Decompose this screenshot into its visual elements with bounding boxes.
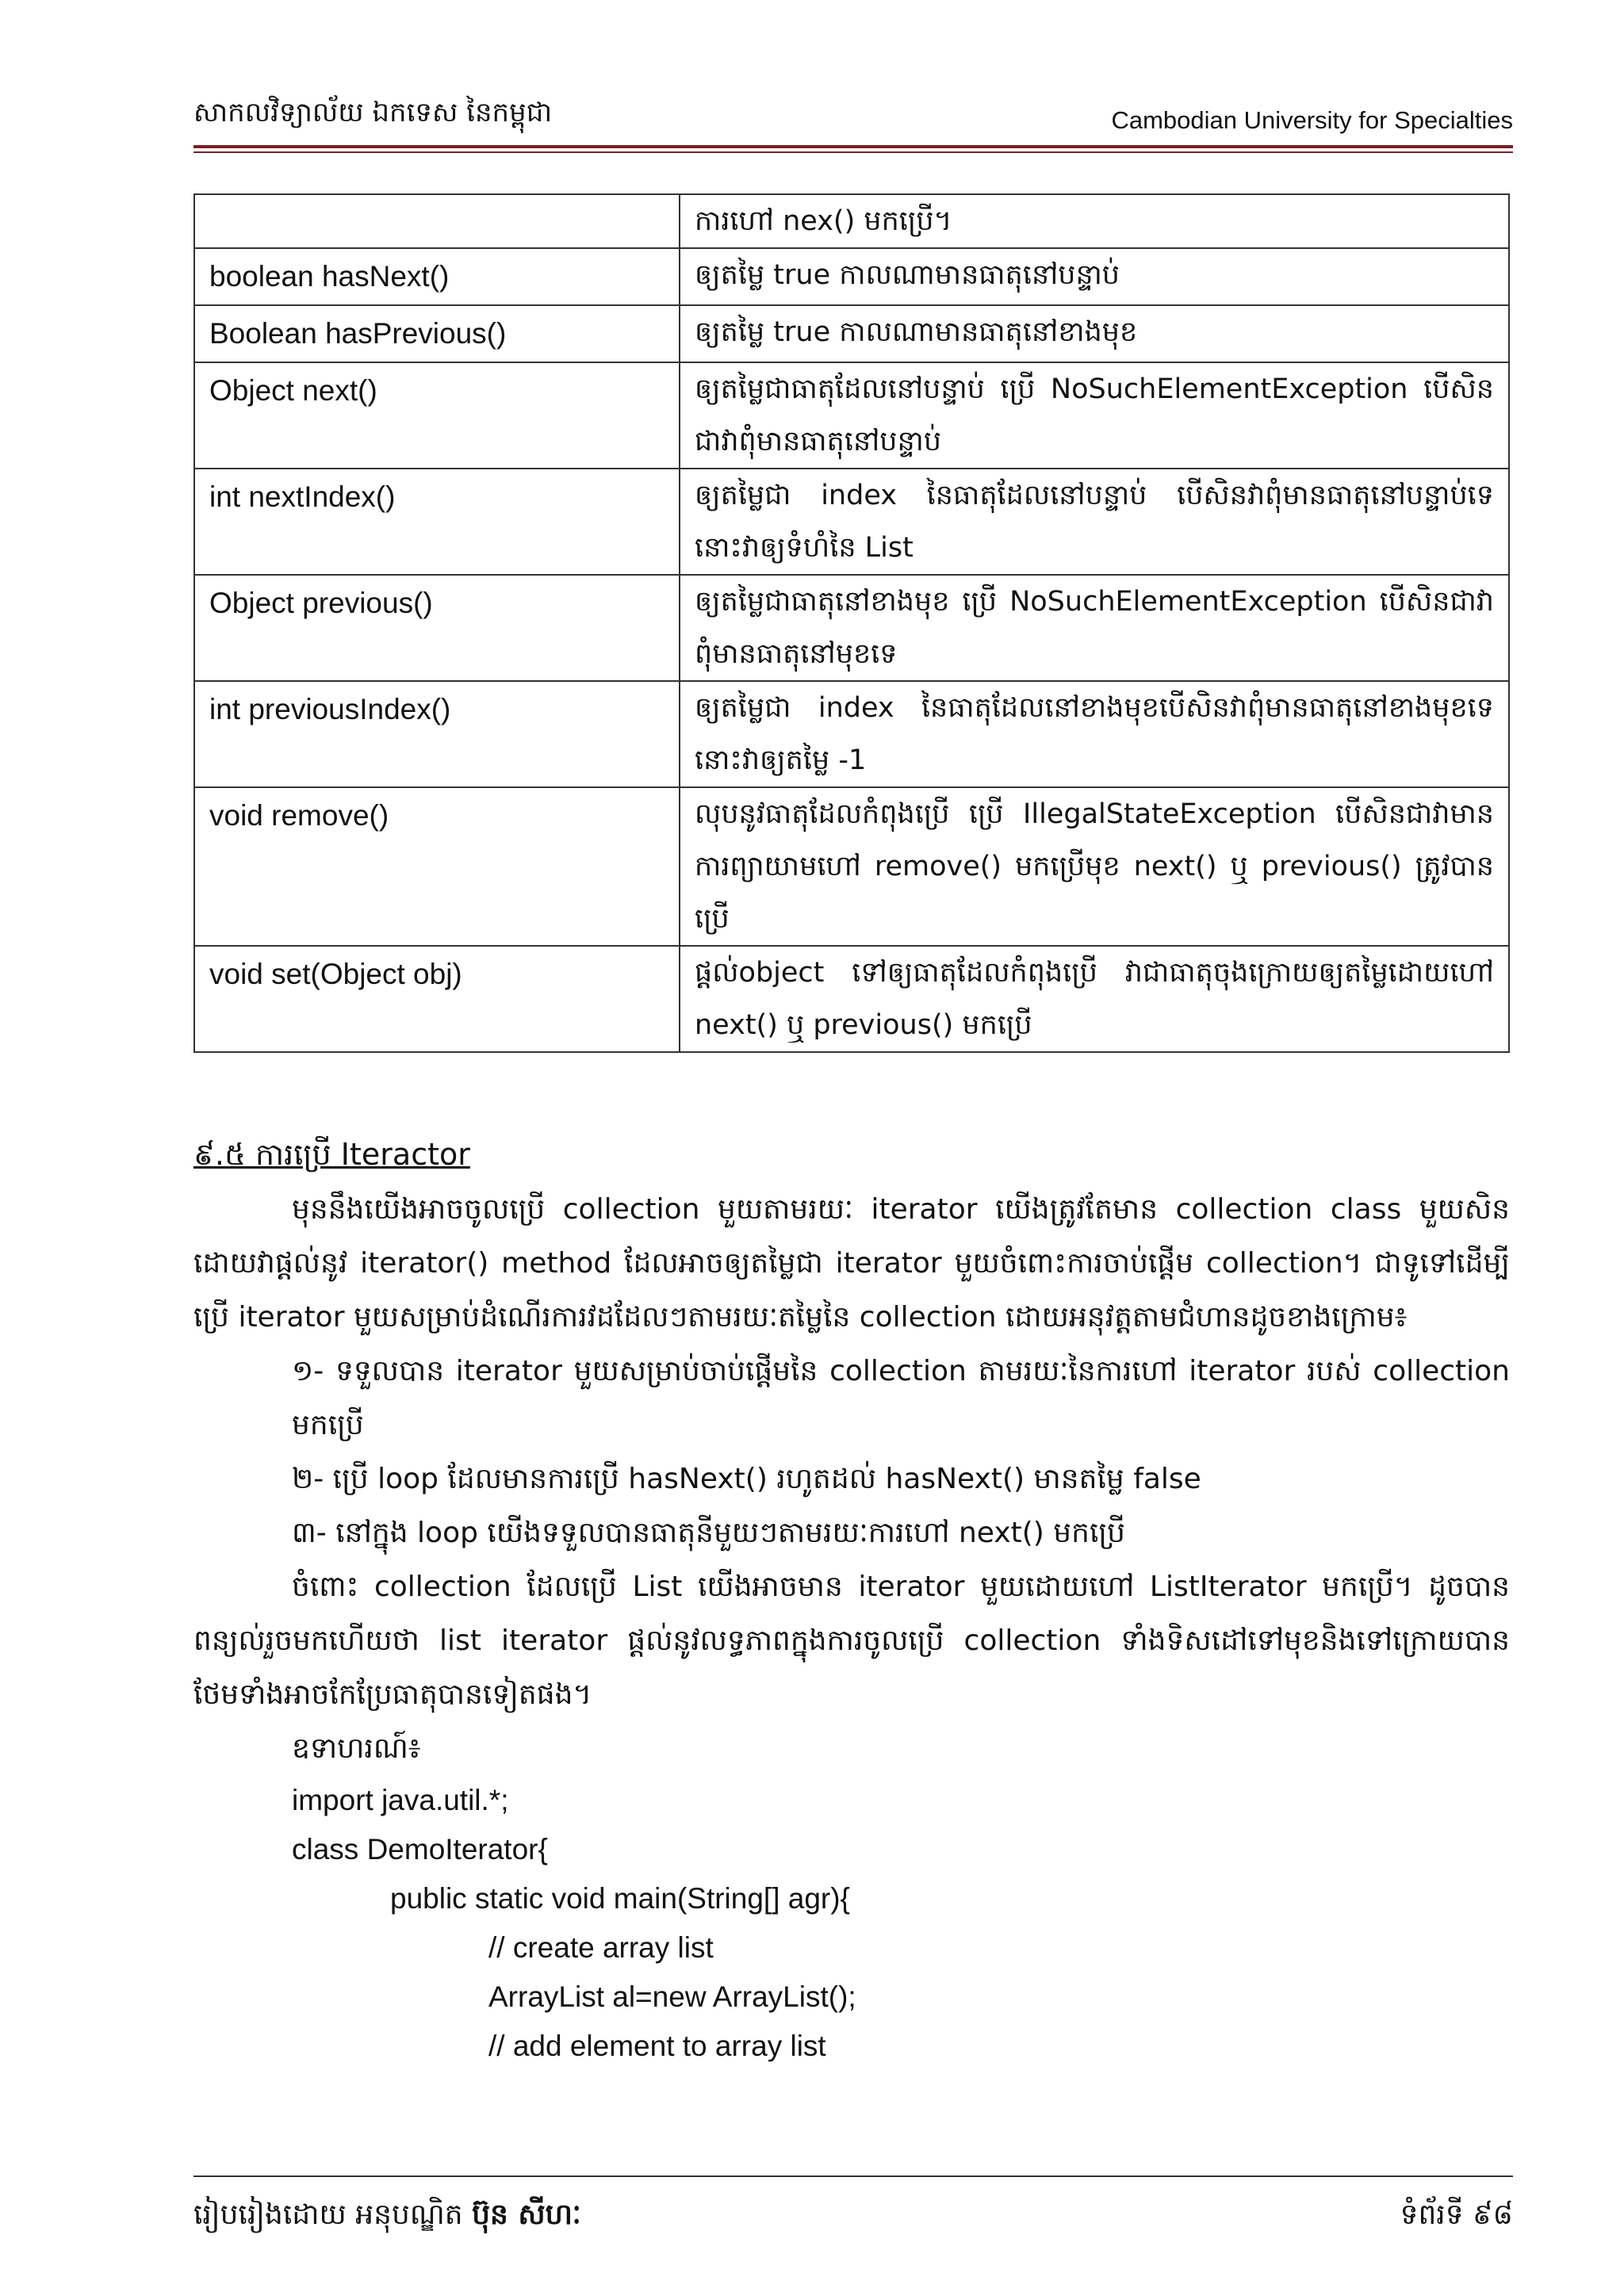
method-cell: int nextIndex() xyxy=(194,469,680,575)
table-row xyxy=(194,575,1509,681)
table-row xyxy=(194,194,1509,248)
description-cell: ឲ្យតម្លៃជា index នៃធាតុដែលនៅខាងមុខបើសិនវាពុំមានធាតុនៅខាងមុខទេនោះវាឲ្យតម្លៃ -1 xyxy=(680,681,1509,787)
method-cell: Object next() xyxy=(194,362,680,469)
table-row xyxy=(194,946,1509,1052)
code-line: // add element to array list xyxy=(488,2030,826,2062)
example-label: ឧទាហរណ៍៖ xyxy=(292,1732,421,1765)
description-cell: ផ្តល់object ទៅឲ្យធាតុដែលកំពុងប្រើ វាជាធាតុចុងក្រោយឲ្យតម្លៃដោយហៅ next() ឬ previous() មកប្រើ xyxy=(680,946,1509,1052)
code-line: // create array list xyxy=(488,1931,714,1964)
table-row xyxy=(194,787,1509,946)
code-line: public static void main(String[] agr){ xyxy=(390,1882,850,1915)
section-number: ៩.៥ xyxy=(193,1137,246,1172)
section-title: ការប្រើ Iteractor xyxy=(255,1137,470,1172)
method-cell: void remove() xyxy=(194,787,680,946)
code-line: class DemoIterator{ xyxy=(292,1833,548,1866)
description-cell: ឲ្យតម្លៃជាធាតុដែលនៅបន្ទាប់ ប្រើ NoSuchElementException បើសិនជាវាពុំមានធាតុនៅបន្ទាប់ xyxy=(680,362,1509,469)
table-row xyxy=(194,362,1509,469)
page-header xyxy=(193,92,1513,141)
table-row xyxy=(194,248,1509,305)
intro-paragraph: មុននឹងយើងអាចចូលប្រើ collection មួយតាមរយៈ iterator យើងត្រូវតែមាន collection class មួយសិន ដោយវាផ្តល់នូវ iterator() method ដែលអាចឲ្យតម្លៃជា iterator មួយចំពោះការចាប់ផ្តើម collection។ ជាទូទៅដើម្បីប្រើ iterator មួយសម្រាប់ដំណើរការវដដែលៗតាមរយៈតម្លៃនៃ collection ដោយអនុវត្តតាមជំហានដូចខាងក្រោម៖ xyxy=(193,1193,1510,1334)
header-university-khmer: សាកលវិទ្យាល័យ ឯកទេស នៃកម្ពុជា xyxy=(193,97,553,128)
header-rule xyxy=(193,145,1513,148)
description-cell: ឲ្យតម្លៃ true កាលណាមានធាតុនៅបន្ទាប់ xyxy=(680,248,1509,305)
section-heading xyxy=(193,1126,1510,1183)
description-cell: ឲ្យតម្លៃជាធាតុនៅខាងមុខ ប្រើ NoSuchElementException បើសិនជាវាពុំមានធាតុនៅមុខទេ xyxy=(680,575,1509,681)
header-university-english: Cambodian University for Specialties xyxy=(1111,106,1513,134)
method-cell: void set(Object obj) xyxy=(194,946,680,1052)
table-row xyxy=(194,681,1509,787)
description-cell: លុបនូវធាតុដែលកំពុងប្រើ ប្រើ IllegalStateException បើសិនជាវាមានការព្យាយាមហៅ remove() មកប្រើមុខ next() ឬ previous() ត្រូវបានប្រើ xyxy=(680,787,1509,946)
methods-table xyxy=(193,193,1510,1053)
header-rule-thin xyxy=(193,151,1513,153)
table-row xyxy=(194,305,1509,362)
table-row xyxy=(194,469,1509,575)
description-cell: ឲ្យតម្លៃ true កាលណាមានធាតុនៅខាងមុខ xyxy=(680,305,1509,362)
page-number: ទំព័រទី ៩៨ xyxy=(1400,2198,1513,2231)
footer-author xyxy=(193,2196,581,2238)
list-iterator-paragraph: ចំពោះ collection ដែលប្រើ List យើងអាចមាន iterator មួយដោយហៅ ListIterator មកប្រើ។ ដូចបានពន្យល់រួចមកហើយថា list iterator ផ្តល់នូវលទ្ធភាពក្នុងការចូលប្រើ collection ទាំងទិសដៅទៅមុខនិងទៅក្រោយបាន ថែមទាំងអាចកែប្រែធាតុបានទៀតផង។ xyxy=(193,1571,1510,1711)
description-cell: ឲ្យតម្លៃជា index នៃធាតុដែលនៅបន្ទាប់ បើសិនវាពុំមានធាតុនៅបន្ទាប់ទេ នោះវាឲ្យទំហំនៃ List xyxy=(680,469,1509,575)
method-cell: Boolean hasPrevious() xyxy=(194,305,680,362)
code-line: import java.util.*; xyxy=(292,1784,509,1816)
method-cell: boolean hasNext() xyxy=(194,248,680,305)
step-two: ២- ប្រើ loop ដែលមានការប្រើ hasNext() រហូតដល់ hasNext() មានតម្លៃ false xyxy=(292,1463,1201,1495)
footer-author-name: ប៊ុន សីហៈ xyxy=(472,2198,581,2231)
method-cell: Object previous() xyxy=(194,575,680,681)
footer-author-prefix: រៀបរៀងដោយ អនុបណ្ឌិត xyxy=(193,2198,463,2231)
code-line: ArrayList al=new ArrayList(); xyxy=(488,1980,856,2013)
section-content xyxy=(193,1126,1510,2071)
footer-rule xyxy=(193,2175,1513,2177)
method-cell: int previousIndex() xyxy=(194,681,680,787)
description-cell: ការហៅ nex() មកប្រើ។ xyxy=(680,194,1509,248)
method-cell xyxy=(194,194,680,248)
step-three: ៣- នៅក្នុង loop យើងទទួលបានធាតុនីមួយៗតាមរយៈការហៅ next() មកប្រើ xyxy=(292,1517,1125,1549)
code-sample xyxy=(193,1776,1510,2071)
page-footer xyxy=(193,2196,1513,2247)
step-one: ១- ទទួលបាន iterator មួយសម្រាប់ចាប់ផ្តើមនៃ collection តាមរយៈនៃការហៅ iterator របស់ collection មកប្រើ xyxy=(292,1355,1510,1441)
